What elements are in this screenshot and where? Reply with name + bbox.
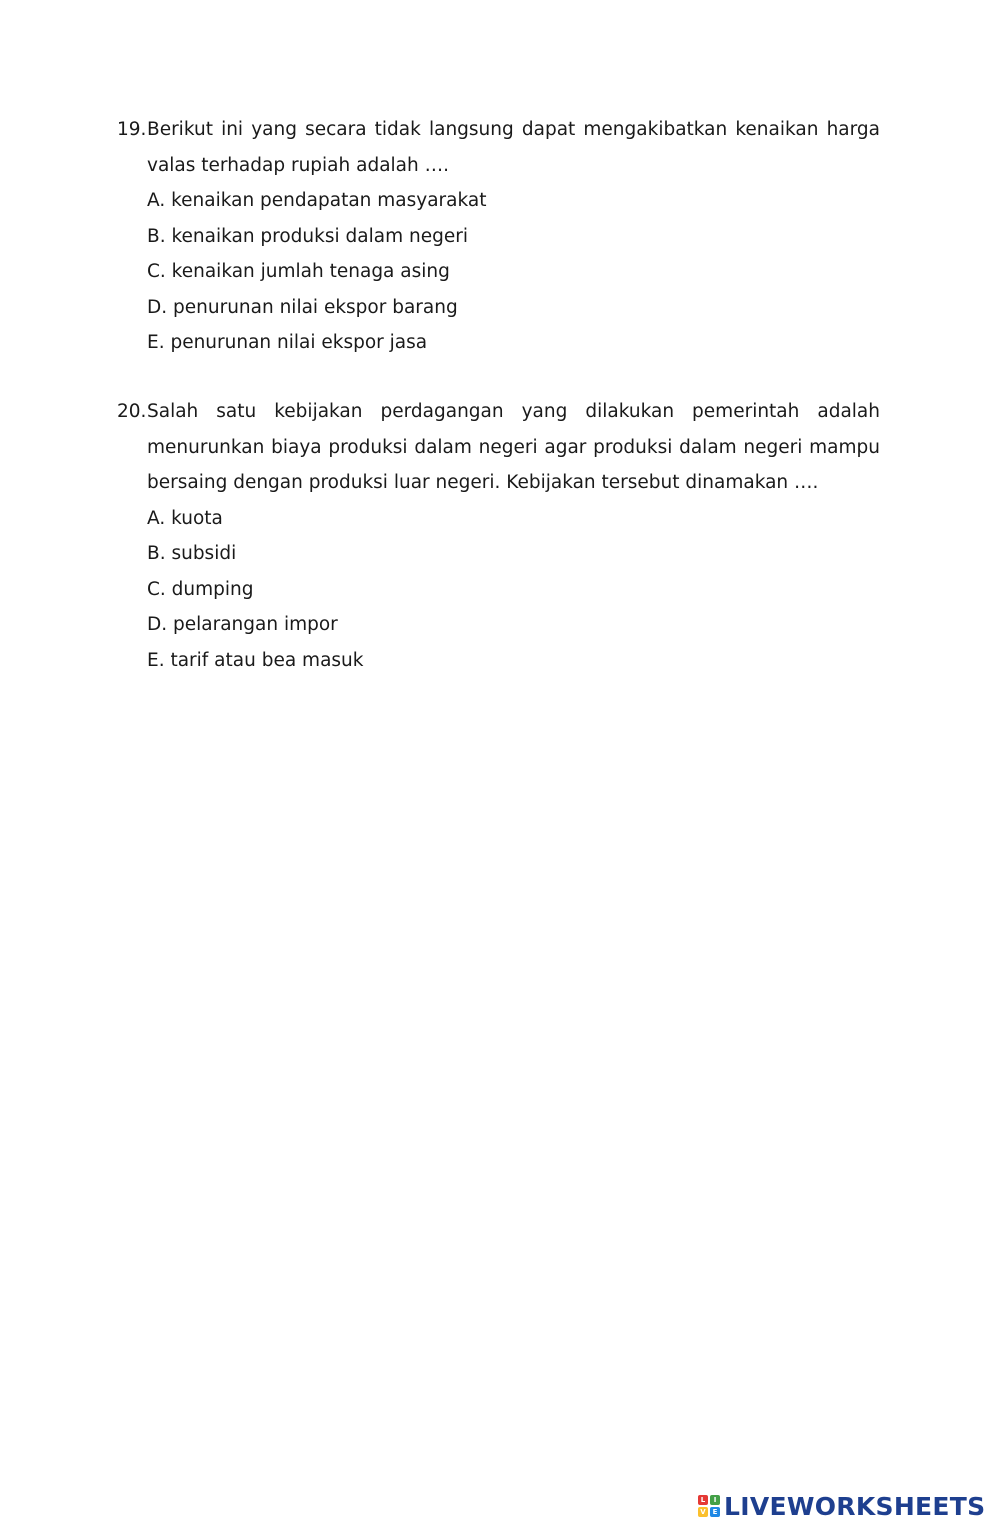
liveworksheets-branding <box>698 1490 985 1522</box>
option-a: A. kuota <box>147 507 223 529</box>
logo-letter-i: I <box>710 1495 720 1505</box>
liveworksheets-wordmark: LIVEWORKSHEETS <box>724 1491 986 1521</box>
logo-letter-l: L <box>698 1495 708 1505</box>
logo-letter-e: E <box>710 1507 720 1517</box>
option-e: E. penurunan nilai ekspor jasa <box>147 332 428 353</box>
question-20 <box>117 394 880 678</box>
question-number: 19. <box>117 119 147 140</box>
option-b: B. subsidi <box>147 543 237 564</box>
question-number: 20. <box>117 401 147 422</box>
option-d: D. pelarangan impor <box>147 614 338 635</box>
option-c: C. dumping <box>147 578 254 600</box>
question-19 <box>117 112 880 361</box>
question-text: Salah satu kebijakan perdagangan yang dilakukan pemerintah adalah menurunkan biaya produksi dalam negeri agar produksi dalam negeri mampu bersaing dengan produksi luar negeri. Kebijakan tersebut dinamakan …. <box>147 401 880 493</box>
question-text: Berikut ini yang secara tidak langsung dapat mengakibatkan kenaikan harga valas terhadap rupiah adalah …. <box>147 119 880 176</box>
option-b: B. kenaikan produksi dalam negeri <box>147 225 468 247</box>
option-c: C. kenaikan jumlah tenaga asing <box>147 261 450 282</box>
logo-letter-v: V <box>698 1507 708 1517</box>
option-e: E. tarif atau bea masuk <box>147 649 364 671</box>
liveworksheets-logo-icon <box>698 1495 720 1517</box>
option-a: A. kenaikan pendapatan masyarakat <box>147 190 487 211</box>
option-d: D. penurunan nilai ekspor barang <box>147 296 458 318</box>
